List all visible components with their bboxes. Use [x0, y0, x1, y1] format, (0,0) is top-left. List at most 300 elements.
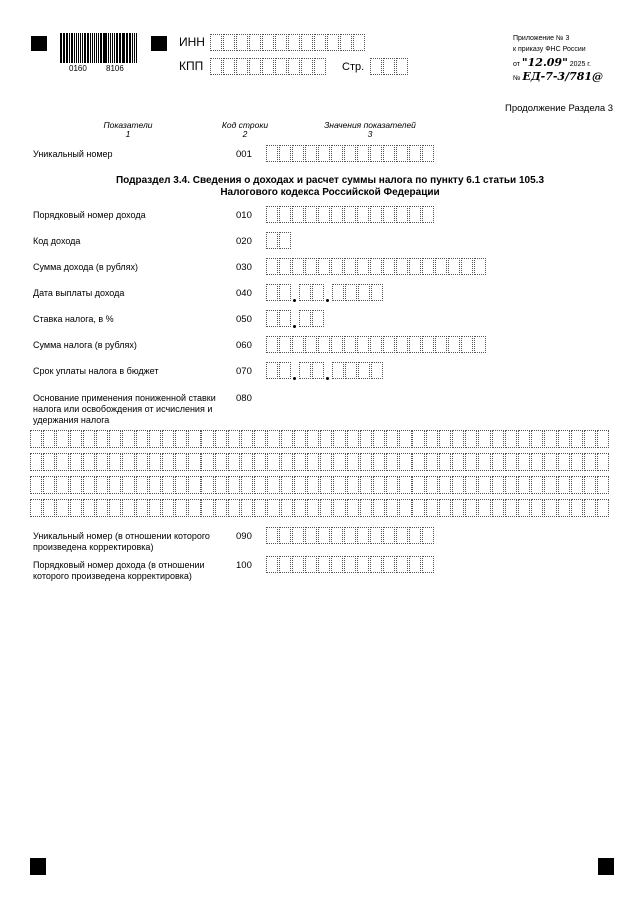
- input-cell[interactable]: [360, 499, 372, 517]
- input-cell[interactable]: [331, 206, 343, 223]
- input-cell[interactable]: [83, 476, 95, 494]
- input-cell[interactable]: [505, 499, 517, 517]
- input-cell[interactable]: [299, 310, 311, 327]
- input-cell[interactable]: [448, 258, 460, 275]
- input-cell[interactable]: [478, 430, 490, 448]
- input-cell[interactable]: [373, 430, 385, 448]
- input-cell[interactable]: [370, 258, 382, 275]
- input-cell[interactable]: [357, 258, 369, 275]
- input-cell[interactable]: [558, 453, 570, 471]
- input-cell[interactable]: [373, 476, 385, 494]
- input-cell[interactable]: [344, 336, 356, 353]
- input-cell[interactable]: [531, 453, 543, 471]
- input-cell[interactable]: [435, 258, 447, 275]
- input-cell[interactable]: [383, 527, 395, 544]
- input-cell[interactable]: [347, 476, 359, 494]
- input-cell[interactable]: [318, 206, 330, 223]
- input-cell[interactable]: [109, 499, 121, 517]
- input-cell[interactable]: [279, 284, 291, 301]
- input-cell[interactable]: [43, 430, 55, 448]
- input-cell[interactable]: [294, 453, 306, 471]
- input-cell[interactable]: [292, 336, 304, 353]
- input-cell[interactable]: [492, 430, 504, 448]
- input-cell[interactable]: [409, 556, 421, 573]
- input-cell[interactable]: [305, 206, 317, 223]
- input-cell[interactable]: [175, 499, 187, 517]
- input-cell[interactable]: [370, 336, 382, 353]
- input-cell[interactable]: [327, 34, 339, 51]
- input-cell[interactable]: [307, 499, 319, 517]
- kpp-cells[interactable]: [210, 58, 327, 77]
- input-cell[interactable]: [262, 58, 274, 75]
- input-cell[interactable]: [465, 430, 477, 448]
- input-cell[interactable]: [312, 310, 324, 327]
- input-cell[interactable]: [461, 336, 473, 353]
- input-cell[interactable]: [254, 499, 266, 517]
- page-cells[interactable]: [370, 58, 409, 77]
- input-cell[interactable]: [56, 499, 68, 517]
- input-cell[interactable]: [279, 527, 291, 544]
- input-cell[interactable]: [175, 453, 187, 471]
- input-cell[interactable]: [396, 58, 408, 75]
- row-070-date-cells[interactable]: [266, 362, 384, 381]
- input-cell[interactable]: [396, 556, 408, 573]
- input-cell[interactable]: [279, 206, 291, 223]
- input-cell[interactable]: [201, 476, 213, 494]
- input-cell[interactable]: [333, 430, 345, 448]
- input-cell[interactable]: [30, 499, 42, 517]
- input-cell[interactable]: [412, 476, 424, 494]
- input-cell[interactable]: [266, 527, 278, 544]
- input-cell[interactable]: [439, 476, 451, 494]
- input-cell[interactable]: [571, 430, 583, 448]
- input-cell[interactable]: [383, 145, 395, 162]
- input-cell[interactable]: [162, 430, 174, 448]
- input-cell[interactable]: [357, 336, 369, 353]
- input-cell[interactable]: [249, 58, 261, 75]
- input-cell[interactable]: [292, 206, 304, 223]
- input-cell[interactable]: [162, 476, 174, 494]
- input-cell[interactable]: [435, 336, 447, 353]
- input-cell[interactable]: [347, 499, 359, 517]
- input-cell[interactable]: [518, 453, 530, 471]
- input-cell[interactable]: [301, 58, 313, 75]
- input-cell[interactable]: [422, 556, 434, 573]
- input-cell[interactable]: [83, 430, 95, 448]
- input-cell[interactable]: [241, 499, 253, 517]
- input-cell[interactable]: [30, 430, 42, 448]
- input-cell[interactable]: [266, 258, 278, 275]
- input-cell[interactable]: [478, 499, 490, 517]
- input-cell[interactable]: [201, 453, 213, 471]
- input-cell[interactable]: [370, 206, 382, 223]
- input-cell[interactable]: [109, 430, 121, 448]
- input-cell[interactable]: [344, 556, 356, 573]
- input-cell[interactable]: [448, 336, 460, 353]
- input-cell[interactable]: [267, 453, 279, 471]
- input-cell[interactable]: [275, 34, 287, 51]
- input-cell[interactable]: [332, 362, 344, 379]
- input-cell[interactable]: [412, 453, 424, 471]
- input-cell[interactable]: [357, 556, 369, 573]
- input-cell[interactable]: [215, 430, 227, 448]
- input-cell[interactable]: [96, 499, 108, 517]
- input-cell[interactable]: [505, 430, 517, 448]
- input-cell[interactable]: [478, 453, 490, 471]
- input-cell[interactable]: [228, 430, 240, 448]
- input-cell[interactable]: [210, 34, 222, 51]
- input-cell[interactable]: [571, 476, 583, 494]
- input-cell[interactable]: [518, 499, 530, 517]
- input-cell[interactable]: [122, 476, 134, 494]
- input-cell[interactable]: [210, 58, 222, 75]
- row-100-cells[interactable]: [266, 556, 435, 575]
- input-cell[interactable]: [266, 556, 278, 573]
- input-cell[interactable]: [399, 476, 411, 494]
- input-cell[interactable]: [360, 430, 372, 448]
- input-cell[interactable]: [299, 362, 311, 379]
- input-cell[interactable]: [266, 310, 278, 327]
- input-cell[interactable]: [188, 430, 200, 448]
- input-cell[interactable]: [422, 258, 434, 275]
- input-cell[interactable]: [505, 453, 517, 471]
- input-cell[interactable]: [275, 58, 287, 75]
- input-cell[interactable]: [305, 556, 317, 573]
- input-cell[interactable]: [371, 362, 383, 379]
- input-cell[interactable]: [70, 453, 82, 471]
- input-cell[interactable]: [584, 453, 596, 471]
- input-cell[interactable]: [584, 476, 596, 494]
- input-cell[interactable]: [396, 145, 408, 162]
- input-cell[interactable]: [518, 430, 530, 448]
- input-cell[interactable]: [461, 258, 473, 275]
- input-cell[interactable]: [373, 499, 385, 517]
- input-cell[interactable]: [96, 453, 108, 471]
- input-cell[interactable]: [56, 476, 68, 494]
- row-040-date-cells[interactable]: [266, 284, 384, 303]
- input-cell[interactable]: [531, 430, 543, 448]
- input-cell[interactable]: [279, 145, 291, 162]
- input-cell[interactable]: [571, 453, 583, 471]
- input-cell[interactable]: [399, 453, 411, 471]
- input-cell[interactable]: [558, 430, 570, 448]
- input-cell[interactable]: [558, 499, 570, 517]
- input-cell[interactable]: [136, 476, 148, 494]
- input-cell[interactable]: [314, 58, 326, 75]
- input-cell[interactable]: [518, 476, 530, 494]
- input-cell[interactable]: [331, 556, 343, 573]
- input-cell[interactable]: [597, 476, 609, 494]
- input-cell[interactable]: [318, 258, 330, 275]
- input-cell[interactable]: [399, 499, 411, 517]
- input-cell[interactable]: [358, 362, 370, 379]
- input-cell[interactable]: [347, 453, 359, 471]
- input-cell[interactable]: [262, 34, 274, 51]
- input-cell[interactable]: [215, 476, 227, 494]
- input-cell[interactable]: [373, 453, 385, 471]
- input-cell[interactable]: [474, 336, 486, 353]
- input-cell[interactable]: [383, 206, 395, 223]
- input-cell[interactable]: [223, 34, 235, 51]
- input-cell[interactable]: [465, 499, 477, 517]
- row-080-cells-line-2[interactable]: [30, 453, 610, 473]
- input-cell[interactable]: [136, 499, 148, 517]
- input-cell[interactable]: [597, 453, 609, 471]
- input-cell[interactable]: [266, 232, 278, 249]
- input-cell[interactable]: [345, 284, 357, 301]
- input-cell[interactable]: [162, 499, 174, 517]
- row-010-cells[interactable]: [266, 206, 435, 225]
- input-cell[interactable]: [396, 336, 408, 353]
- input-cell[interactable]: [383, 556, 395, 573]
- input-cell[interactable]: [370, 145, 382, 162]
- input-cell[interactable]: [439, 499, 451, 517]
- input-cell[interactable]: [584, 430, 596, 448]
- input-cell[interactable]: [122, 453, 134, 471]
- input-cell[interactable]: [386, 499, 398, 517]
- input-cell[interactable]: [201, 499, 213, 517]
- input-cell[interactable]: [422, 206, 434, 223]
- row-080-cells-line-1[interactable]: [30, 430, 610, 450]
- input-cell[interactable]: [281, 476, 293, 494]
- input-cell[interactable]: [422, 336, 434, 353]
- input-cell[interactable]: [254, 430, 266, 448]
- row-020-cells[interactable]: [266, 232, 292, 251]
- input-cell[interactable]: [396, 206, 408, 223]
- input-cell[interactable]: [136, 453, 148, 471]
- input-cell[interactable]: [314, 34, 326, 51]
- input-cell[interactable]: [465, 453, 477, 471]
- input-cell[interactable]: [426, 453, 438, 471]
- input-cell[interactable]: [409, 145, 421, 162]
- input-cell[interactable]: [544, 476, 556, 494]
- input-cell[interactable]: [96, 476, 108, 494]
- row-080-cells-line-4[interactable]: [30, 499, 610, 519]
- input-cell[interactable]: [333, 499, 345, 517]
- input-cell[interactable]: [320, 453, 332, 471]
- input-cell[interactable]: [294, 430, 306, 448]
- input-cell[interactable]: [422, 145, 434, 162]
- input-cell[interactable]: [279, 362, 291, 379]
- input-cell[interactable]: [279, 310, 291, 327]
- input-cell[interactable]: [254, 476, 266, 494]
- input-cell[interactable]: [426, 499, 438, 517]
- input-cell[interactable]: [292, 556, 304, 573]
- input-cell[interactable]: [333, 453, 345, 471]
- input-cell[interactable]: [267, 430, 279, 448]
- input-cell[interactable]: [331, 258, 343, 275]
- input-cell[interactable]: [266, 284, 278, 301]
- input-cell[interactable]: [307, 430, 319, 448]
- input-cell[interactable]: [320, 499, 332, 517]
- input-cell[interactable]: [370, 556, 382, 573]
- input-cell[interactable]: [370, 527, 382, 544]
- input-cell[interactable]: [452, 476, 464, 494]
- input-cell[interactable]: [439, 453, 451, 471]
- input-cell[interactable]: [83, 499, 95, 517]
- input-cell[interactable]: [492, 453, 504, 471]
- input-cell[interactable]: [188, 453, 200, 471]
- row-080-cells-line-3[interactable]: [30, 476, 610, 496]
- input-cell[interactable]: [332, 284, 344, 301]
- input-cell[interactable]: [241, 476, 253, 494]
- input-cell[interactable]: [307, 453, 319, 471]
- input-cell[interactable]: [228, 453, 240, 471]
- input-cell[interactable]: [109, 453, 121, 471]
- input-cell[interactable]: [188, 476, 200, 494]
- input-cell[interactable]: [307, 476, 319, 494]
- unique-number-cells[interactable]: [266, 145, 435, 164]
- input-cell[interactable]: [340, 34, 352, 51]
- input-cell[interactable]: [344, 258, 356, 275]
- input-cell[interactable]: [360, 453, 372, 471]
- input-cell[interactable]: [386, 453, 398, 471]
- input-cell[interactable]: [544, 453, 556, 471]
- row-090-cells[interactable]: [266, 527, 435, 546]
- input-cell[interactable]: [43, 476, 55, 494]
- input-cell[interactable]: [331, 527, 343, 544]
- input-cell[interactable]: [201, 430, 213, 448]
- input-cell[interactable]: [386, 476, 398, 494]
- input-cell[interactable]: [439, 430, 451, 448]
- input-cell[interactable]: [43, 499, 55, 517]
- input-cell[interactable]: [347, 430, 359, 448]
- input-cell[interactable]: [452, 430, 464, 448]
- input-cell[interactable]: [249, 34, 261, 51]
- input-cell[interactable]: [452, 499, 464, 517]
- input-cell[interactable]: [318, 145, 330, 162]
- input-cell[interactable]: [344, 527, 356, 544]
- inn-cells[interactable]: [210, 34, 366, 53]
- input-cell[interactable]: [353, 34, 365, 51]
- input-cell[interactable]: [241, 453, 253, 471]
- input-cell[interactable]: [56, 430, 68, 448]
- input-cell[interactable]: [360, 476, 372, 494]
- input-cell[interactable]: [320, 430, 332, 448]
- input-cell[interactable]: [505, 476, 517, 494]
- input-cell[interactable]: [279, 556, 291, 573]
- input-cell[interactable]: [30, 476, 42, 494]
- input-cell[interactable]: [492, 476, 504, 494]
- input-cell[interactable]: [305, 336, 317, 353]
- input-cell[interactable]: [331, 336, 343, 353]
- input-cell[interactable]: [83, 453, 95, 471]
- input-cell[interactable]: [492, 499, 504, 517]
- input-cell[interactable]: [396, 258, 408, 275]
- input-cell[interactable]: [288, 58, 300, 75]
- input-cell[interactable]: [279, 232, 291, 249]
- input-cell[interactable]: [241, 430, 253, 448]
- input-cell[interactable]: [584, 499, 596, 517]
- input-cell[interactable]: [266, 336, 278, 353]
- input-cell[interactable]: [292, 145, 304, 162]
- input-cell[interactable]: [312, 284, 324, 301]
- input-cell[interactable]: [223, 58, 235, 75]
- input-cell[interactable]: [412, 430, 424, 448]
- input-cell[interactable]: [301, 34, 313, 51]
- input-cell[interactable]: [344, 206, 356, 223]
- input-cell[interactable]: [279, 258, 291, 275]
- input-cell[interactable]: [357, 527, 369, 544]
- input-cell[interactable]: [465, 476, 477, 494]
- input-cell[interactable]: [333, 476, 345, 494]
- input-cell[interactable]: [409, 336, 421, 353]
- input-cell[interactable]: [215, 453, 227, 471]
- input-cell[interactable]: [345, 362, 357, 379]
- input-cell[interactable]: [386, 430, 398, 448]
- input-cell[interactable]: [96, 430, 108, 448]
- input-cell[interactable]: [162, 453, 174, 471]
- input-cell[interactable]: [452, 453, 464, 471]
- row-060-cells[interactable]: [266, 336, 487, 355]
- input-cell[interactable]: [305, 145, 317, 162]
- input-cell[interactable]: [305, 258, 317, 275]
- input-cell[interactable]: [544, 430, 556, 448]
- input-cell[interactable]: [409, 258, 421, 275]
- input-cell[interactable]: [357, 206, 369, 223]
- input-cell[interactable]: [370, 58, 382, 75]
- input-cell[interactable]: [478, 476, 490, 494]
- input-cell[interactable]: [383, 258, 395, 275]
- input-cell[interactable]: [215, 499, 227, 517]
- row-030-cells[interactable]: [266, 258, 487, 277]
- input-cell[interactable]: [409, 206, 421, 223]
- input-cell[interactable]: [279, 336, 291, 353]
- input-cell[interactable]: [299, 284, 311, 301]
- input-cell[interactable]: [122, 430, 134, 448]
- input-cell[interactable]: [344, 145, 356, 162]
- input-cell[interactable]: [558, 476, 570, 494]
- input-cell[interactable]: [531, 499, 543, 517]
- input-cell[interactable]: [56, 453, 68, 471]
- input-cell[interactable]: [188, 499, 200, 517]
- input-cell[interactable]: [597, 499, 609, 517]
- input-cell[interactable]: [266, 145, 278, 162]
- input-cell[interactable]: [267, 476, 279, 494]
- input-cell[interactable]: [70, 499, 82, 517]
- input-cell[interactable]: [399, 430, 411, 448]
- input-cell[interactable]: [318, 527, 330, 544]
- input-cell[interactable]: [294, 476, 306, 494]
- input-cell[interactable]: [254, 453, 266, 471]
- input-cell[interactable]: [136, 430, 148, 448]
- input-cell[interactable]: [30, 453, 42, 471]
- input-cell[interactable]: [288, 34, 300, 51]
- input-cell[interactable]: [571, 499, 583, 517]
- input-cell[interactable]: [320, 476, 332, 494]
- input-cell[interactable]: [292, 258, 304, 275]
- input-cell[interactable]: [383, 336, 395, 353]
- input-cell[interactable]: [331, 145, 343, 162]
- input-cell[interactable]: [305, 527, 317, 544]
- input-cell[interactable]: [267, 499, 279, 517]
- input-cell[interactable]: [544, 499, 556, 517]
- input-cell[interactable]: [149, 430, 161, 448]
- input-cell[interactable]: [358, 284, 370, 301]
- input-cell[interactable]: [422, 527, 434, 544]
- input-cell[interactable]: [312, 362, 324, 379]
- input-cell[interactable]: [43, 453, 55, 471]
- input-cell[interactable]: [412, 499, 424, 517]
- input-cell[interactable]: [266, 362, 278, 379]
- input-cell[interactable]: [531, 476, 543, 494]
- input-cell[interactable]: [149, 476, 161, 494]
- input-cell[interactable]: [371, 284, 383, 301]
- input-cell[interactable]: [474, 258, 486, 275]
- input-cell[interactable]: [122, 499, 134, 517]
- input-cell[interactable]: [109, 476, 121, 494]
- input-cell[interactable]: [228, 499, 240, 517]
